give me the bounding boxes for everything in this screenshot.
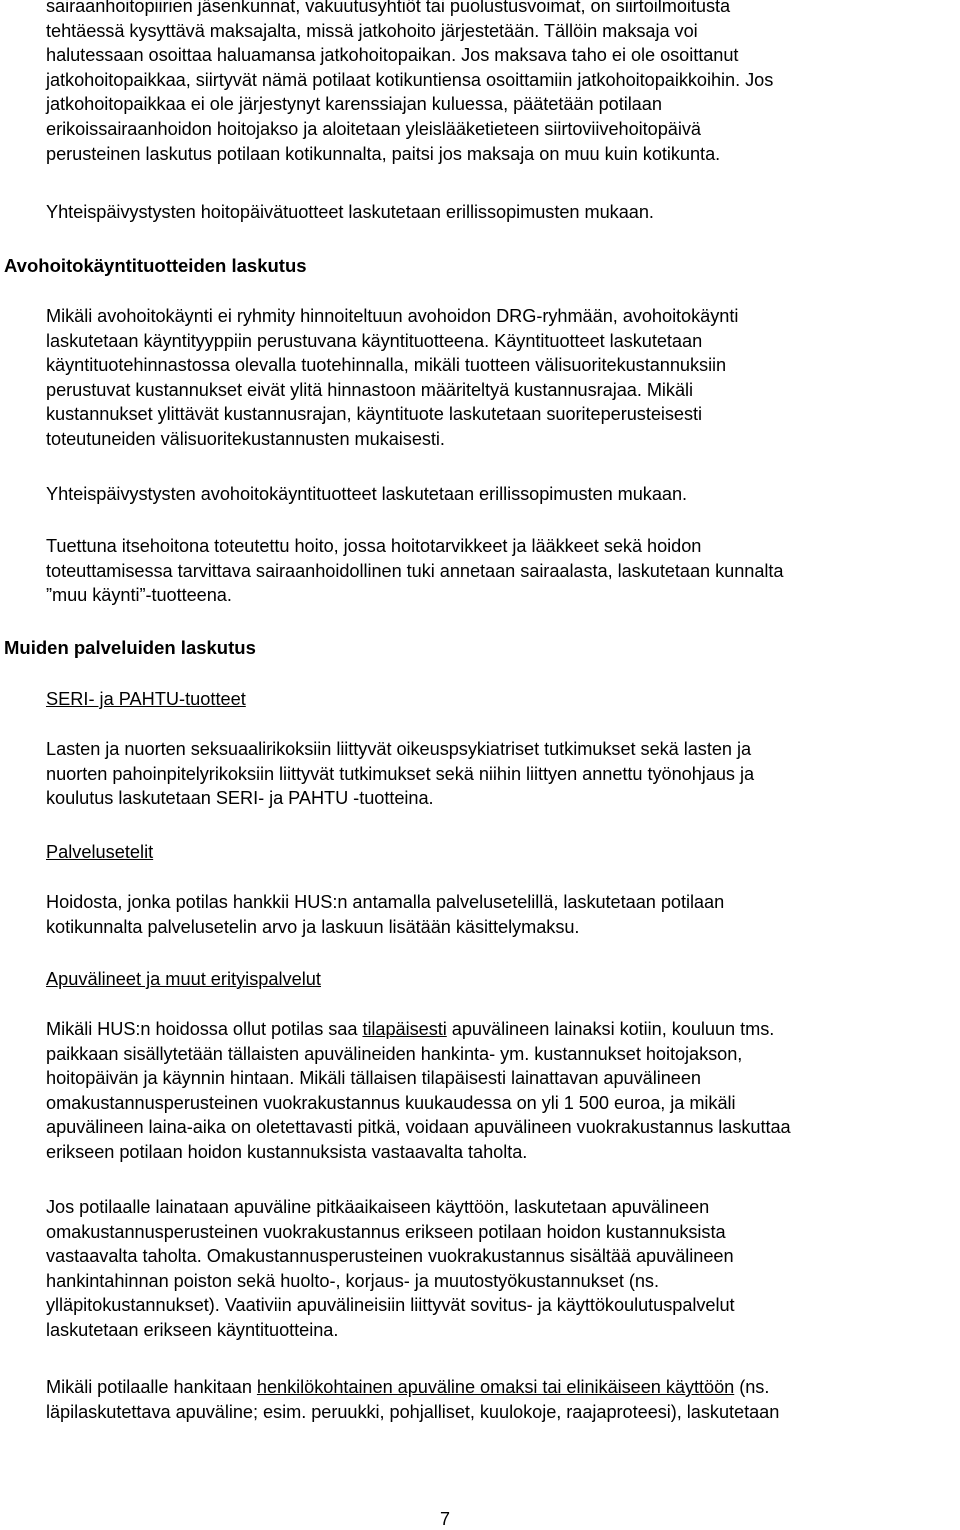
heading-muiden-palveluiden-laskutus: Muiden palveluiden laskutus [4,637,256,658]
paragraph-pitkaaikainen-apuvaline: Jos potilaalle lainataan apuväline pitkäaikaiseen käyttöön, laskutetaan apuvälineen omakustannusperusteinen vuokrakustannus erikseen potilaan hoidon kustannuksista vastaavalta taholta. Omakustannusperusteinen vuokrakustannus sisältää apuvälineen hankintahinnan poiston sekä huolto-, korjaus- ja muutostyökustannukset (ns. ylläpitokustannukset). Vaativiin apuvälineisiin liittyvät sovitus- ja käyttökoulutuspalvelut laskutetaan erikseen käyntituotteina. [46,1197,735,1340]
paragraph-yhteispaivystys-avohoito: Yhteispäivystysten avohoitokäyntituotteet laskutetaan erillissopimusten mukaan. [46,484,688,504]
paragraph-seri-pahtu: Lasten ja nuorten seksuaalirikoksiin liittyvät oikeuspsykiatriset tutkimukset sekä lasten ja nuorten pahoinpitelyrikoksiin liittyvät tutkimukset sekä niihin liittyen annettu työnohjaus ja koulutus laskutetaan SERI- ja PAHTU -tuotteina. [46,739,755,809]
paragraph-palvelusetelit: Hoidosta, jonka potilas hankkii HUS:n antamalla palvelusetelillä, laskutetaan potilaan kotikunnalta palvelusetelin arvo ja laskuun lisätään käsittelymaksu. [46,892,725,937]
page-number: 7 [439,1509,450,1529]
subheading-apuvalineet: Apuvälineet ja muut erityispalvelut [46,969,321,989]
underlined-emphasis: henkilökohtainen apuväline omaksi tai elinikäiseen käyttöön [256,1377,735,1397]
text-run: apuvälineen lainaksi kotiin, kouluun tms. paikkaan sisällytetään tällaisten apuvälineiden hankinta- ym. kustannukset hoitojakson, hoitopäivän ja käynnin hintaan. Mikäli tällaisen tilapäisesti lainattavan apuvälineen omakustannusperusteinen vuokrakustannus kuukaudessa on yli 1 500 euroa, ja mikäli apuvälineen laina-aika on oletettavasti pitkä, voidaan apuvälineen vuokrakustannus laskuttaa erikseen potilaan hoidon kustannuksista vastaavalta taholta. [46,1019,791,1162]
paragraph-avohoitokaynti: Mikäli avohoitokäynti ei ryhmity hinnoiteltuun avohoidon DRG-ryhmään, avohoitokäynti laskutetaan käyntityyppiin perustuvana käyntituotteena. Käyntituotteet laskutetaan käyntituotehinnastossa olevalla tuotehinnalla, mikäli tuotteen välisuoritekustannuksiin perustuvat kustannukset eivät ylitä hinnastoon määriteltyä kustannusrajaa. Mikäli kustannukset ylittävät kustannusrajan, käyntituote laskutetaan suoriteperusteisesti toteutuneiden välisuoritekustannusten mukaisesti. [46,306,739,449]
paragraph-yhteispaivystys-hoitopaivat: Yhteispäivystysten hoitopäivätuotteet laskutetaan erillissopimusten mukaan. [46,202,654,222]
paragraph-tilapainen-apuvaline [46,1017,958,1165]
paragraph-tuettu-itsehoito: Tuettuna itsehoitona toteutettu hoito, jossa hoitotarvikkeet ja lääkkeet sekä hoidon toteuttamisessa tarvittava sairaanhoidollinen tuki annetaan sairaalasta, laskutetaan kunnalta ”muu käynti”-tuotteena. [46,536,784,606]
text-run: Mikäli HUS:n hoidossa ollut potilas saa [46,1019,363,1039]
text-run: Mikäli potilaalle hankitaan [46,1377,257,1397]
underlined-emphasis: tilapäisesti [362,1019,447,1039]
subheading-palvelusetelit: Palvelusetelit [46,842,154,862]
paragraph-jatkohoito: sairaanhoitopiirien jäsenkunnat, vakuutusyhtiöt tai puolustusvoimat, on siirtoilmoitusta tehtäessä kysyttävä maksajalta, missä jatkohoito järjestetään. Tällöin maksaja voi halutessaan osoittaa haluamansa jatkohoitopaikan. Jos maksava taho ei ole osoittanut jatkohoitopaikkaa, siirtyvät nämä potilaat kotikuntiensa osoittamiin jatkohoitopaikkoihin. Jos jatkohoitopaikkaa ei ole järjestynyt karenssiajan kuluessa, päätetään potilaan erikoissairaanhoidon hoitojakso ja aloitetaan yleislääketieteen siirtoviivehoitopäivä perusteinen laskutus potilaan kotikunnalta, paitsi jos maksaja on muu kuin kotikunta. [46,0,774,164]
paragraph-henkilokohtainen-apuvaline [46,1375,958,1424]
heading-avohoitokayntituotteet: Avohoitokäyntituotteiden laskutus [4,255,307,276]
text-run: (ns. läpilaskutettava apuväline; esim. peruukki, pohjalliset, kuulokoje, raajaproteesi), laskutetaan [46,1377,780,1422]
subheading-seri-pahtu: SERI- ja PAHTU-tuotteet [46,689,246,709]
